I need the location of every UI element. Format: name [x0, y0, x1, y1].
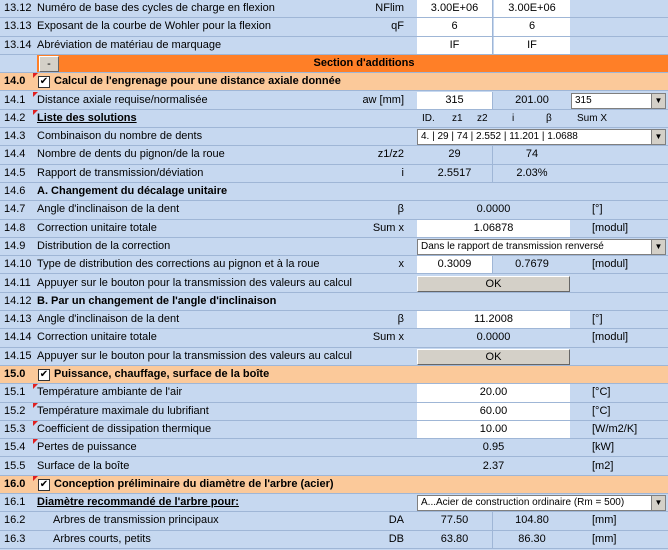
section-16-header — [0, 476, 668, 494]
teeth-combination-select[interactable] — [417, 129, 666, 145]
row-14-7 — [0, 201, 668, 219]
row-number: 14.15 — [4, 349, 32, 362]
value: 0.95 — [417, 439, 570, 456]
row-label: Angle d'inclinaison de la dent — [37, 203, 180, 216]
section-14-header — [0, 73, 668, 91]
value: 0.0000 — [417, 329, 570, 346]
row-14-10 — [0, 256, 668, 274]
row-symbol: β — [397, 203, 404, 216]
row-number: 14.14 — [4, 331, 32, 344]
row-number: 14.4 — [4, 148, 26, 161]
row-14-8 — [0, 220, 668, 238]
row-14-9 — [0, 238, 668, 256]
value-pinion[interactable]: IF — [417, 37, 493, 54]
value-wheel: 86.30 — [494, 531, 570, 548]
row-number: 14.13 — [4, 313, 32, 326]
row-label: Nombre de dents du pignon/de la roue — [37, 148, 225, 161]
row-15-2 — [0, 403, 668, 421]
header-sum-x: Sum X — [577, 112, 608, 124]
row-symbol: z1/z2 — [377, 148, 404, 161]
row-number: 14.7 — [4, 203, 26, 216]
row-number: 16.2 — [4, 514, 26, 527]
row-label: Distribution de la correction — [37, 239, 171, 252]
row-number: 15.2 — [4, 404, 26, 417]
unit: [°C] — [592, 404, 611, 417]
row-label: Liste des solutions — [37, 111, 137, 124]
row-label: Combinaison du nombre de dents — [37, 130, 203, 143]
row-label: Distance axiale requise/normalisée — [37, 93, 208, 106]
row-label: Type de distribution des corrections au pignon et à la roue — [37, 258, 320, 271]
row-number: 13.13 — [4, 20, 32, 33]
heat-dissipation-input[interactable]: 10.00 — [417, 421, 570, 438]
row-label: A. Changement du décalage unitaire — [37, 185, 228, 197]
row-number: 16.3 — [4, 532, 26, 545]
chevron-down-icon[interactable]: ▼ — [651, 496, 665, 510]
value-pinion[interactable]: 3.00E+06 — [417, 0, 493, 17]
row-number: 16.1 — [4, 496, 26, 509]
ok-button[interactable]: OK — [417, 276, 570, 292]
row-symbol: NFlim — [375, 2, 404, 14]
unit: [kW] — [592, 441, 614, 454]
row-label: Température maximale du lubrifiant — [37, 404, 209, 417]
row-13-13 — [0, 18, 668, 36]
row-16-2 — [0, 512, 668, 530]
row-14-4 — [0, 146, 668, 164]
helix-angle-input[interactable]: 11.2008 — [417, 311, 570, 328]
row-15-3 — [0, 421, 668, 439]
correction-distribution-select[interactable] — [417, 239, 666, 255]
row-symbol: Sum x — [372, 331, 404, 344]
unit: [°] — [592, 313, 603, 326]
row-number: 14.5 — [4, 166, 26, 179]
section-title: Conception préliminaire du diamètre de l'arbre (acier) — [54, 477, 334, 490]
row-symbol: aw [mm] — [362, 93, 404, 106]
row-14-3 — [0, 128, 668, 146]
row-label: Exposant de la courbe de Wohler pour la flexion — [37, 20, 271, 33]
chevron-down-icon[interactable]: ▼ — [651, 240, 665, 254]
additions-section-bar — [0, 55, 668, 73]
row-label: Correction unitaire totale — [37, 221, 157, 234]
section-number: 14.0 — [4, 75, 26, 88]
select-value: 4. | 29 | 74 | 2.552 | 11.201 | 1.0688 — [421, 131, 578, 143]
row-label: Abréviation de matériau de marquage — [37, 38, 222, 51]
row-label: Rapport de transmission/déviation — [37, 166, 204, 179]
row-number: 14.3 — [4, 130, 26, 143]
value-ratio: 2.5517 — [417, 165, 493, 182]
value: 0.0000 — [417, 201, 570, 218]
correction-pinion-input[interactable]: 0.3009 — [417, 256, 493, 273]
row-label: Appuyer sur le bouton pour la transmission des valeurs au calcul — [37, 276, 352, 289]
value-wheel[interactable]: 3.00E+06 — [494, 0, 570, 17]
row-label: Pertes de puissance — [37, 441, 137, 454]
unit: [modul] — [592, 258, 629, 271]
value-wheel: 104.80 — [494, 512, 570, 529]
value-pinion: 63.80 — [417, 531, 493, 548]
value-pinion[interactable]: 6 — [417, 18, 493, 35]
header-i: i — [512, 112, 515, 124]
axial-distance-value: 201.00 — [494, 92, 570, 109]
standard-distance-select[interactable] — [571, 93, 666, 109]
section-16-checkbox[interactable]: ✔ — [39, 478, 49, 490]
row-13-14 — [0, 37, 668, 55]
row-symbol: DB — [388, 532, 404, 545]
row-label: Arbres courts, petits — [53, 532, 151, 545]
row-16-3 — [0, 531, 668, 549]
row-14-6 — [0, 183, 668, 201]
section-number: 16.0 — [4, 477, 26, 490]
header-z2: z2 — [477, 112, 488, 124]
value: 2.37 — [417, 458, 570, 475]
row-15-1 — [0, 384, 668, 402]
row-number: 13.12 — [4, 2, 32, 14]
section-number: 15.0 — [4, 368, 26, 380]
row-number: 15.3 — [4, 422, 26, 435]
unit: [modul] — [592, 331, 629, 344]
unit: [mm] — [592, 514, 617, 527]
row-number: 15.5 — [4, 459, 26, 472]
row-15-5 — [0, 458, 668, 476]
select-value: A...Acier de construction ordinaire (Rm = 500) — [421, 497, 625, 509]
correction-wheel-value: 0.7679 — [494, 256, 570, 273]
row-number: 14.1 — [4, 93, 26, 106]
unit: [modul] — [592, 221, 629, 234]
row-number: 14.2 — [4, 111, 26, 124]
row-14-5 — [0, 165, 668, 183]
collapse-additions-button[interactable]: - — [39, 56, 59, 72]
row-16-1 — [0, 494, 668, 512]
value-pinion: 77.50 — [417, 512, 493, 529]
row-number: 15.4 — [4, 441, 26, 454]
total-correction-input[interactable]: 1.06878 — [417, 220, 570, 237]
section-14-checkbox[interactable]: ✔ — [39, 76, 49, 88]
row-label: Surface de la boîte — [37, 459, 130, 472]
chevron-down-icon[interactable]: ▼ — [651, 130, 665, 144]
row-14-11 — [0, 275, 668, 293]
row-number: 14.10 — [4, 258, 32, 271]
header-z1: z1 — [452, 112, 463, 124]
additions-section-title: Section d'additions — [313, 56, 415, 69]
row-14-1 — [0, 92, 668, 110]
row-label: Coefficient de dissipation thermique — [37, 422, 212, 435]
header-beta: β — [546, 112, 552, 124]
row-number: 14.9 — [4, 239, 26, 252]
row-14-2 — [0, 110, 668, 128]
row-14-14 — [0, 329, 668, 347]
row-13-12 — [0, 0, 668, 18]
section-15-checkbox[interactable]: ✔ — [39, 369, 49, 380]
row-14-13 — [0, 311, 668, 329]
steel-type-select[interactable] — [417, 495, 666, 511]
row-label: Arbres de transmission principaux — [53, 514, 219, 527]
row-label: Angle d'inclinaison de la dent — [37, 313, 180, 326]
section-15-header — [0, 366, 668, 384]
value-pinion: 29 — [417, 146, 493, 163]
ambient-temperature-input[interactable]: 20.00 — [417, 384, 570, 401]
row-symbol: i — [401, 166, 404, 179]
value-deviation: 2.03% — [494, 165, 570, 182]
header-id: ID. — [422, 112, 435, 124]
row-15-4 — [0, 439, 668, 457]
section-title: Calcul de l'engrenage pour une distance axiale donnée — [54, 75, 341, 88]
select-value: Dans le rapport de transmission renversé — [421, 240, 604, 252]
lubricant-temperature-input[interactable]: 60.00 — [417, 403, 570, 420]
row-number: 14.8 — [4, 221, 26, 234]
section-title: Puissance, chauffage, surface de la boîte — [54, 368, 270, 380]
unit: [°C] — [592, 386, 611, 399]
row-symbol: x — [398, 258, 404, 271]
row-symbol: β — [397, 313, 404, 326]
row-number: 14.6 — [4, 185, 26, 197]
row-14-12 — [0, 293, 668, 311]
row-symbol: qF — [391, 20, 404, 33]
unit: [m2] — [592, 459, 614, 472]
chevron-down-icon[interactable]: ▼ — [651, 94, 665, 108]
row-symbol: Sum x — [372, 221, 404, 234]
row-symbol: DA — [388, 514, 404, 527]
select-value: 315 — [575, 94, 592, 106]
row-number: 13.14 — [4, 38, 32, 51]
ok-button[interactable]: OK — [417, 349, 570, 365]
unit: [°] — [592, 203, 603, 216]
row-label: Correction unitaire totale — [37, 331, 157, 344]
unit: [W/m2/K] — [592, 422, 638, 435]
row-label: Température ambiante de l'air — [37, 386, 183, 399]
unit: [mm] — [592, 532, 617, 545]
row-label: Appuyer sur le bouton pour la transmission des valeurs au calcul — [37, 349, 352, 362]
axial-distance-input[interactable]: 315 — [417, 92, 493, 109]
value-wheel[interactable]: 6 — [494, 18, 570, 35]
row-number: 14.11 — [4, 276, 31, 289]
row-label: Diamètre recommandé de l'arbre pour: — [37, 496, 239, 509]
row-label: B. Par un changement de l'angle d'inclinaison — [37, 294, 277, 307]
row-number: 15.1 — [4, 386, 26, 399]
value-wheel: 74 — [494, 146, 570, 163]
value-wheel[interactable]: IF — [494, 37, 570, 54]
row-14-15 — [0, 348, 668, 366]
row-number: 14.12 — [4, 294, 32, 307]
row-label: Numéro de base des cycles de charge en flexion — [37, 2, 275, 14]
